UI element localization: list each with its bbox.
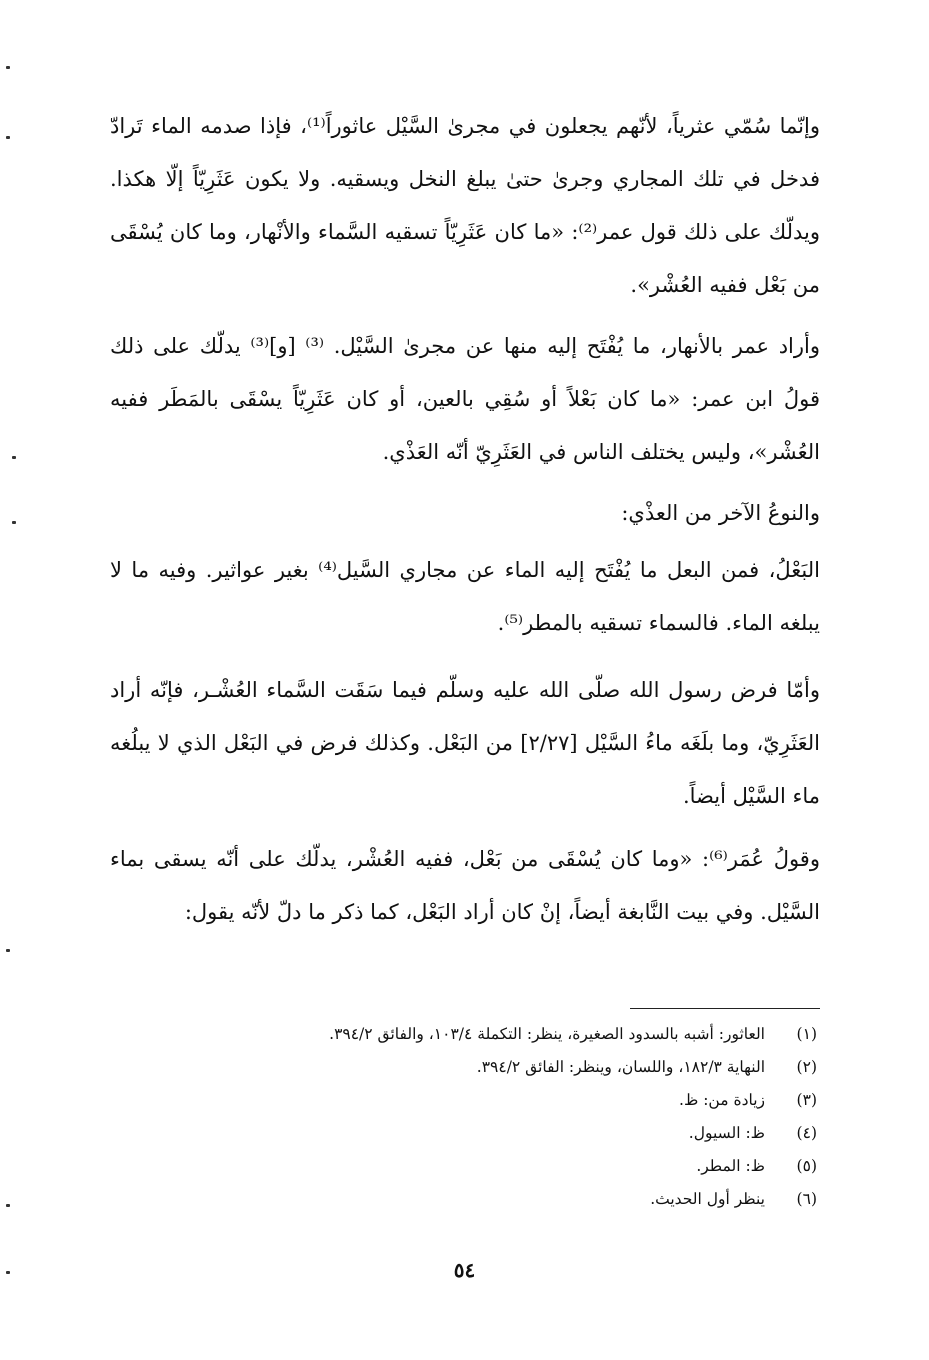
- footnote-text: ظ: السيول.: [688, 1124, 765, 1142]
- footnote-number: (٣): [796, 1091, 817, 1109]
- footnote-text: ينظر أول الحديث.: [650, 1190, 765, 1208]
- footnote: [117, 1018, 817, 1051]
- scan-mark: [12, 521, 16, 524]
- scan-mark: [6, 1204, 10, 1207]
- footnote-text: ظ: المطر.: [696, 1157, 765, 1175]
- footnote: [117, 1117, 817, 1150]
- footnote-number: (١): [796, 1025, 817, 1043]
- paragraph: وإنّما سُمّي عثرياً، لأنّهم يجعلون في مجرىٰ السَّيْل عاثوراً⁽¹⁾، فإذا صدمه الماء تَرادّ فدخل في تلك المجاري وجرىٰ حتىٰ يبلغ النخل ويسقيه. ولا يكون عَثَرِيّاً إلّا هكذا. ويدلّك على ذلك قول عمر⁽²⁾: «ما كان عَثَرِيّاً تسقيه السَّماء والأنْهار، وما كان يُسْقَى من بَعْل ففيه العُشْر».: [110, 114, 820, 297]
- footnote-number: (٢): [796, 1058, 817, 1076]
- paragraph: وقولُ عُمَر⁽⁶⁾: «وما كان يُسْقَى من بَعْل، ففيه العُشْر، يدلّك على أنّه يسقى بماء السَّيْل. وفي بيت النَّابغة أيضاً، إنْ كان أراد البَعْل، كما ذكر ما دلّ لأنّه يقول:: [110, 847, 820, 924]
- footnote-number: (٦): [796, 1190, 817, 1208]
- scan-mark: [6, 1271, 10, 1274]
- scan-mark: [6, 136, 10, 139]
- footnote-text: زيادة من: ظ.: [679, 1091, 765, 1109]
- paragraph: البَعْلُ، فمن البعل ما يُفْتَح إليه الماء عن مجاري السَّيل⁽⁴⁾ بغير عواثير. وفيه ما لا يبلغه الماء. فالسماء تسقيه بالمطر⁽⁵⁾.: [110, 558, 820, 635]
- paragraph: وأراد عمر بالأنهار، ما يُفْتَح إليه منها عن مجرىٰ السَّيْل. ⁽³⁾ [و]⁽³⁾ يدلّك على ذلك قولُ ابن عمر: «ما كان بَعْلاً أو سُقِي بالعين، أو كان عَثَرِيّاً يسْقَى بالمَطَر ففيه العُشْر»، وليس يختلف الناس في العَثَرِيّ أنّه العَذْي.: [110, 334, 820, 464]
- footnote-number: (٤): [796, 1124, 817, 1142]
- scan-mark: [12, 456, 16, 459]
- footnote-number: (٥): [796, 1157, 817, 1175]
- footnote: [117, 1150, 817, 1183]
- page-number: ٥٤: [453, 1258, 476, 1282]
- paragraph: وأمّا فرض رسول الله صلّى الله عليه وسلّم فيما سَقَت السَّماء العُشْـر، فإنّه أراد العَثَرِيّ، وما بلَغَه ماءُ السَّيْل [٢/٢٧] من البَعْل. وكذلك فرض في البَعْل الذي لا يبلُغه ماء السَّيْل أيضاً.: [110, 678, 820, 808]
- scan-mark: [6, 66, 10, 69]
- footnote: [117, 1183, 817, 1216]
- footnote: [117, 1051, 817, 1084]
- scan-mark: [6, 949, 10, 952]
- footnote-separator: [630, 1008, 820, 1009]
- paragraph: والنوعُ الآخر من العذْي:: [621, 501, 820, 525]
- footnote: [117, 1084, 817, 1117]
- footnotes: [117, 1018, 817, 1216]
- main-text: [110, 100, 820, 939]
- footnote-text: النهاية ١٨٢/٣، واللسان، وينظر: الفائق ٣٩٤/٢.: [476, 1058, 765, 1076]
- footnote-text: العاثور: أشبه بالسدود الصغيرة، ينظر: التكملة ١٠٣/٤، والفائق ٣٩٤/٢.: [329, 1025, 765, 1043]
